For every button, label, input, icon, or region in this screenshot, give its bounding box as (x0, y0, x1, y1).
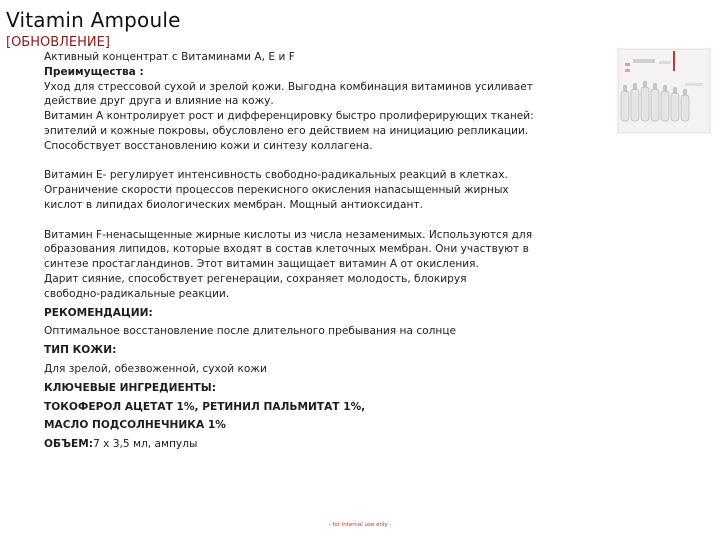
page-title: Vitamin Ampoule (6, 8, 181, 32)
vitamin-f-line: Витамин F-ненасыщенные жирные кислоты из числа незаменимых. Используются для (44, 228, 533, 241)
product-description (44, 50, 604, 452)
benefits-line: действие друг друга и влияние на кожу. (44, 95, 274, 108)
vitamin-e-line: Витамин Е- регулирует интенсивность свободно-радикальных реакций в клетках. (44, 169, 508, 182)
skin-type-heading: ТИП КОЖИ: (44, 344, 117, 357)
update-badge: [ОБНОВЛЕНИЕ] (6, 35, 110, 50)
vitamin-f-line: Дарит сияние, способствует регенерации, сохраняет молодость, блокируя (44, 272, 467, 285)
recommendations-text: Оптимальное восстановление после длительного пребывания на солнце (44, 325, 457, 338)
benefits-line: эпителий и кожные покровы, обусловлено его действием на инициацию репликации. (44, 124, 529, 137)
recommendations-heading: РЕКОМЕНДАЦИИ: (44, 306, 153, 319)
intro-text: Активный концентрат с Витаминами А, Е и F (44, 51, 295, 63)
ingredients-heading: КЛЮЧЕВЫЕ ИНГРЕДИЕНТЫ: (44, 381, 216, 394)
benefits-line: Уход для стрессовой сухой и зрелой кожи. Выгодна комбинация витаминов усиливает (44, 80, 533, 93)
skin-type-text: Для зрелой, обезвоженной, сухой кожи (44, 362, 267, 375)
vitamin-f-line: синтезе простагландинов. Этот витамин защищает витамин А от окисления. (44, 258, 479, 271)
volume-label: ОБЪЕМ: (44, 438, 94, 451)
ampoule-box-image (615, 45, 720, 135)
vitamin-f-line: образования липидов, которые входят в состав клеточных мембран. Они участвуют в (44, 243, 529, 256)
vitamin-e-line: Ограничение скорости процессов перекисного окисления наnасыщенный жирных (44, 184, 509, 197)
vitamin-f-line: свободно-радикальные реакции. (44, 287, 230, 300)
volume-value: 7 x 3,5 мл, ампулы (93, 438, 198, 451)
ingredients-line: МАСЛО ПОДСОЛНЕЧНИКА 1% (44, 419, 226, 432)
benefits-line: Способствует восстановлению кожи и синтезу коллагена. (44, 139, 373, 152)
benefits-line: Витамин А контролирует рост и дифференцировку быстро пролиферирующих тканей: (44, 110, 534, 123)
benefits-heading: Преимущества : (44, 65, 144, 78)
vitamin-e-line: кислот в липидах биологических мембран. Мощный антиоксидант. (44, 198, 423, 211)
volume-line (44, 437, 604, 452)
internal-use-note: - for internal use only - (328, 522, 392, 528)
ingredients-line: ТОКОФЕРОЛ АЦЕТАТ 1%, РЕТИНИЛ ПАЛЬМИТАТ 1%, (44, 400, 366, 413)
ampoule-box-icon (615, 45, 720, 135)
